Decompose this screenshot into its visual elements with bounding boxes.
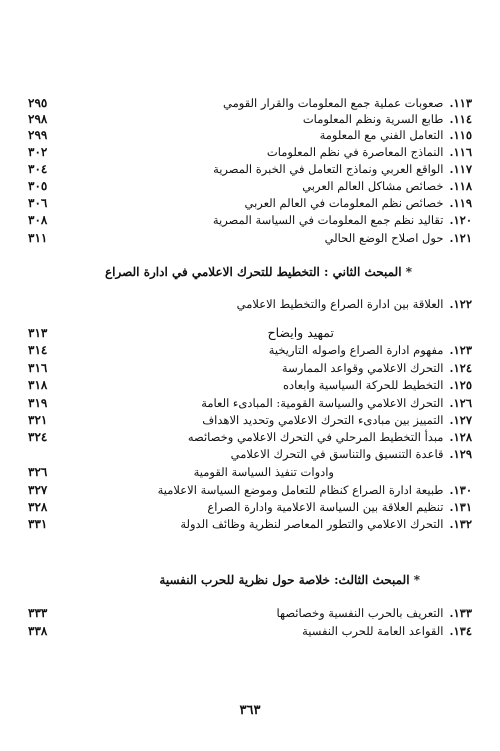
entry-number: ١٣١. <box>449 500 472 514</box>
page-number: ٣١٤ <box>28 343 48 357</box>
entry-number: ١١٧. <box>449 162 472 176</box>
page-number: ٣١٨ <box>28 378 48 392</box>
entry-number: ١٣٠. <box>449 483 472 497</box>
toc-row <box>28 231 472 245</box>
toc-row <box>28 213 472 227</box>
entry-number: ١٢٢. <box>449 297 472 311</box>
toc-row <box>28 326 472 340</box>
entry-continuation: وادوات تنفيذ السياسة القومية <box>193 465 334 479</box>
page-number: ٣٣٣ <box>28 606 48 620</box>
section-heading <box>105 265 412 279</box>
toc-row <box>28 162 472 176</box>
page-number: ٣٠٢ <box>28 145 48 159</box>
entry-title: التحرك الاعلامي والسياسة القومية: المبادىء العامة <box>201 396 444 410</box>
entry-number: ١٢٨. <box>449 430 472 444</box>
page-number: ٣٢٦ <box>28 465 48 479</box>
page-number: ٣٣٨ <box>28 624 48 638</box>
toc-row <box>28 430 472 444</box>
entry-title: الواقع العربي ونماذج التعامل في الخبرة المصرية <box>213 162 444 176</box>
page-number: ٣٢١ <box>28 413 48 427</box>
entry-title: تمهيد وايضاح <box>267 325 334 340</box>
entry-title: التعريف بالحرب النفسية وخصائصها <box>276 606 444 620</box>
page-number: ٢٩٩ <box>28 128 48 142</box>
entry-title: قاعدة التنسيق والتناسق في التحرك الاعلامي <box>230 447 444 461</box>
page-number: ٣١٦ <box>28 361 48 375</box>
page-number: ٣٢٧ <box>28 483 48 497</box>
toc-row <box>28 465 472 479</box>
entry-title: التعامل الفني مع المعلومة <box>319 128 444 142</box>
toc-row <box>28 517 472 531</box>
page-number: ٣٠٤ <box>28 162 48 176</box>
toc-row <box>28 179 472 193</box>
entry-title: مبدأ التخطيط المرحلي في التحرك الاعلامي وخصائصه <box>187 430 444 444</box>
entry-number: ١٣٢. <box>449 517 472 531</box>
toc-row <box>28 96 472 110</box>
entry-number: ١٢٦. <box>449 396 472 410</box>
entry-number: ١٣٣. <box>449 606 472 620</box>
toc-row <box>28 483 472 497</box>
page-number: ٢٩٨ <box>28 112 48 126</box>
entry-number: ١٢٥. <box>449 378 472 392</box>
entry-title: طابع السرية ونظم المعلومات <box>302 112 444 126</box>
toc-row <box>28 145 472 159</box>
entry-title: حول اصلاح الوضع الحالي <box>324 231 444 245</box>
toc-row <box>28 343 472 357</box>
entry-title: صعوبات عملية جمع المعلومات والقرار القومي <box>223 96 444 110</box>
section-title: المبحث الثالث: خلاصة حول نظرية للحرب النفسية <box>159 573 410 587</box>
entry-number: ١٢٧. <box>449 413 472 427</box>
entry-title: التحرك الاعلامي والتطور المعاصر لنظرية وظائف الدولة <box>180 517 444 531</box>
page-number: ٣١٣ <box>28 326 48 340</box>
entry-title: خصائص مشاكل العالم العربي <box>302 179 444 193</box>
entry-title: التخطيط للحركة السياسية وابعاده <box>283 378 444 392</box>
entry-title: العلاقة بين ادارة الصراع والتخطيط الاعلامي <box>236 297 444 311</box>
entry-number: ١٢٣. <box>449 343 472 357</box>
page-number: ٣٠٥ <box>28 179 48 193</box>
toc-row <box>28 624 472 638</box>
page-number: ٣٢٤ <box>28 430 48 444</box>
entry-title: التمييز بين مبادىء التحرك الاعلامي وتحديد الاهداف <box>202 413 444 427</box>
page-number: ٢٩٥ <box>28 96 48 110</box>
page-number: ٣٢٨ <box>28 500 48 514</box>
section-heading <box>159 573 420 587</box>
toc-row <box>28 196 472 210</box>
page-number: ٣٠٨ <box>28 213 48 227</box>
entry-number: ١١٦. <box>449 145 472 159</box>
page-number: ٣٠٦ <box>28 196 48 210</box>
toc-row <box>28 297 472 311</box>
entry-title: القواعد العامة للحرب النفسية <box>302 624 444 638</box>
entry-title: التحرك الاعلامي وقواعد الممارسة <box>281 361 444 375</box>
folio-page-number: ٣٦٣ <box>239 703 261 718</box>
toc-row <box>28 378 472 392</box>
toc-row <box>28 413 472 427</box>
section-title: المبحث الثاني : التخطيط للتحرك الاعلامي في ادارة الصراع <box>105 265 402 279</box>
entry-number: ١١٣. <box>449 96 472 110</box>
entry-title: النماذج المعاصرة في نظم المعلومات <box>266 145 444 159</box>
toc-row <box>28 112 472 126</box>
entry-number: ١١٨. <box>449 179 472 193</box>
entry-number: ١٢٩. <box>449 447 472 461</box>
entry-title: مفهوم ادارة الصراع واصوله التاريخية <box>268 343 444 357</box>
entry-number: ١١٥. <box>449 128 472 142</box>
entry-number: ١٣٤. <box>449 624 472 638</box>
toc-row <box>28 396 472 410</box>
star-marker: * <box>413 573 420 587</box>
entry-title: تنظيم العلاقة بين السياسة الاعلامية وادارة الصراع <box>207 500 444 514</box>
entry-number: ١١٤. <box>449 112 472 126</box>
entry-number: ١٢٠. <box>449 213 472 227</box>
entry-number: ١٢١. <box>449 231 472 245</box>
toc-row <box>28 447 472 461</box>
entry-number: ١١٩. <box>449 196 472 210</box>
entry-title: خصائص نظم المعلومات في العالم العربي <box>244 196 444 210</box>
page-number: ٣١١ <box>28 231 48 245</box>
toc-row <box>28 500 472 514</box>
entry-title: طبيعة ادارة الصراع كنظام للتعامل وموضع السياسة الاعلامية <box>157 483 444 497</box>
page-number: ٣٣١ <box>28 517 48 531</box>
entry-number: ١٢٤. <box>449 361 472 375</box>
toc-row <box>28 606 472 620</box>
toc-row <box>28 361 472 375</box>
toc-row <box>28 128 472 142</box>
entry-title: تقاليد نظم جمع المعلومات في السياسة المصرية <box>212 213 444 227</box>
star-marker: * <box>405 265 412 279</box>
page-number: ٣١٩ <box>28 396 48 410</box>
